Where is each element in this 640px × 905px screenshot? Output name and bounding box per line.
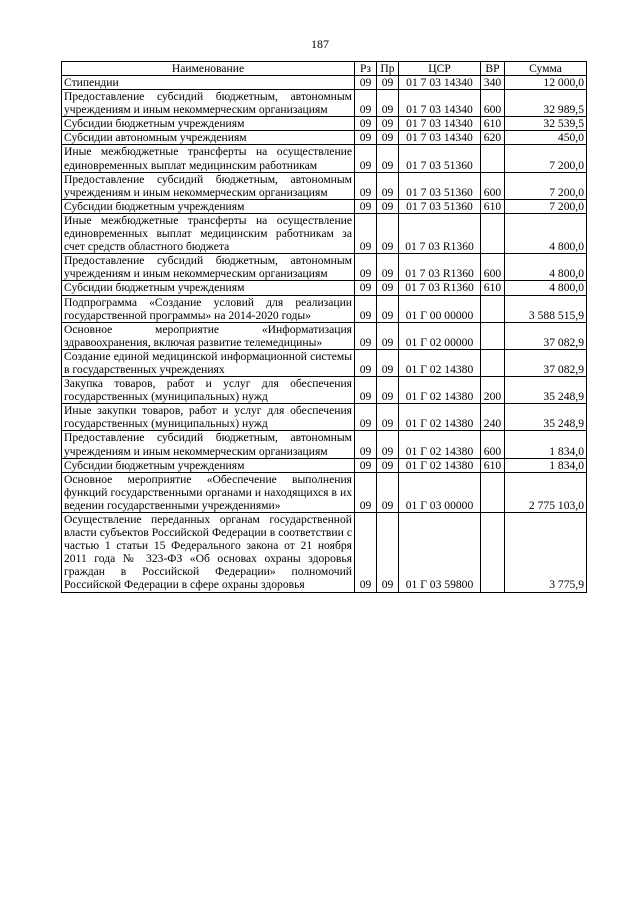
cell-rz: 09 bbox=[355, 349, 377, 376]
cell-sum: 450,0 bbox=[505, 131, 587, 145]
cell-vr bbox=[481, 295, 505, 322]
cell-csr: 01 7 03 14340 bbox=[399, 131, 481, 145]
cell-vr: 200 bbox=[481, 377, 505, 404]
cell-name: Создание единой медицинской информационной системы в государственных учреждениях bbox=[62, 349, 355, 376]
cell-name: Субсидии бюджетным учреждениям bbox=[62, 117, 355, 131]
table-row bbox=[62, 131, 587, 145]
cell-csr: 01 7 03 14340 bbox=[399, 76, 481, 90]
cell-name: Субсидии бюджетным учреждениям bbox=[62, 281, 355, 295]
cell-pr: 09 bbox=[377, 254, 399, 281]
table-row bbox=[62, 404, 587, 431]
cell-rz: 09 bbox=[355, 131, 377, 145]
cell-vr bbox=[481, 472, 505, 512]
table-row bbox=[62, 117, 587, 131]
cell-rz: 09 bbox=[355, 295, 377, 322]
cell-pr: 09 bbox=[377, 322, 399, 349]
cell-rz: 09 bbox=[355, 404, 377, 431]
cell-csr: 01 Г 02 14380 bbox=[399, 404, 481, 431]
cell-rz: 09 bbox=[355, 458, 377, 472]
cell-name: Закупка товаров, работ и услуг для обеспечения государственных (муниципальных) нужд bbox=[62, 377, 355, 404]
cell-vr: 610 bbox=[481, 458, 505, 472]
cell-sum: 7 200,0 bbox=[505, 172, 587, 199]
table-row bbox=[62, 213, 587, 253]
cell-name: Иные межбюджетные трансферты на осуществление единовременных выплат медицинским работникам за счет средств областного бюджета bbox=[62, 213, 355, 253]
cell-pr: 09 bbox=[377, 349, 399, 376]
cell-csr: 01 7 03 51360 bbox=[399, 199, 481, 213]
cell-csr: 01 Г 02 00000 bbox=[399, 322, 481, 349]
cell-name: Осуществление переданных органам государственной власти субъектов Российской Федерации в соответствии с частью 1 статьи 15 Федерального закона от 21 ноября 2011 года № 323-ФЗ «Об основах охраны здоровья граждан в Российской Федерации» полномочий Российской Федерации в сфере охраны здоровья bbox=[62, 513, 355, 593]
cell-sum: 4 800,0 bbox=[505, 213, 587, 253]
cell-sum: 37 082,9 bbox=[505, 322, 587, 349]
cell-sum: 37 082,9 bbox=[505, 349, 587, 376]
table-row bbox=[62, 458, 587, 472]
cell-name: Предоставление субсидий бюджетным, автономным учреждениям и иным некоммерческим организациям bbox=[62, 90, 355, 117]
table-row bbox=[62, 254, 587, 281]
cell-pr: 09 bbox=[377, 458, 399, 472]
cell-pr: 09 bbox=[377, 281, 399, 295]
cell-csr: 01 7 03 R1360 bbox=[399, 254, 481, 281]
cell-name: Основное мероприятие «Обеспечение выполнения функций государственными органами и находящихся в их ведении государственными учреждениями» bbox=[62, 472, 355, 512]
cell-rz: 09 bbox=[355, 145, 377, 172]
table-row bbox=[62, 513, 587, 593]
cell-csr: 01 Г 02 14380 bbox=[399, 377, 481, 404]
cell-pr: 09 bbox=[377, 295, 399, 322]
cell-vr bbox=[481, 322, 505, 349]
cell-rz: 09 bbox=[355, 117, 377, 131]
cell-vr: 600 bbox=[481, 90, 505, 117]
cell-vr: 600 bbox=[481, 254, 505, 281]
cell-pr: 09 bbox=[377, 213, 399, 253]
table-row bbox=[62, 431, 587, 458]
cell-sum: 35 248,9 bbox=[505, 404, 587, 431]
cell-vr: 600 bbox=[481, 172, 505, 199]
cell-vr: 600 bbox=[481, 431, 505, 458]
cell-pr: 09 bbox=[377, 404, 399, 431]
cell-vr bbox=[481, 513, 505, 593]
cell-rz: 09 bbox=[355, 199, 377, 213]
cell-pr: 09 bbox=[377, 76, 399, 90]
cell-rz: 09 bbox=[355, 172, 377, 199]
cell-pr: 09 bbox=[377, 172, 399, 199]
cell-sum: 32 539,5 bbox=[505, 117, 587, 131]
cell-csr: 01 7 03 14340 bbox=[399, 90, 481, 117]
table-row bbox=[62, 472, 587, 512]
cell-pr: 09 bbox=[377, 145, 399, 172]
table-row bbox=[62, 295, 587, 322]
cell-name: Предоставление субсидий бюджетным, автономным учреждениям и иным некоммерческим организациям bbox=[62, 254, 355, 281]
cell-rz: 09 bbox=[355, 76, 377, 90]
cell-pr: 09 bbox=[377, 431, 399, 458]
cell-pr: 09 bbox=[377, 377, 399, 404]
cell-sum: 3 588 515,9 bbox=[505, 295, 587, 322]
table-row bbox=[62, 145, 587, 172]
cell-rz: 09 bbox=[355, 377, 377, 404]
column-header-rz: Рз bbox=[355, 62, 377, 76]
cell-vr: 340 bbox=[481, 76, 505, 90]
cell-sum: 3 775,9 bbox=[505, 513, 587, 593]
cell-sum: 12 000,0 bbox=[505, 76, 587, 90]
cell-sum: 7 200,0 bbox=[505, 145, 587, 172]
cell-rz: 09 bbox=[355, 90, 377, 117]
cell-vr: 610 bbox=[481, 281, 505, 295]
cell-sum: 32 989,5 bbox=[505, 90, 587, 117]
table-row bbox=[62, 199, 587, 213]
cell-rz: 09 bbox=[355, 281, 377, 295]
cell-vr: 240 bbox=[481, 404, 505, 431]
page-number: 187 bbox=[311, 37, 329, 51]
cell-sum: 7 200,0 bbox=[505, 199, 587, 213]
cell-name: Субсидии автономным учреждениям bbox=[62, 131, 355, 145]
cell-name: Стипендии bbox=[62, 76, 355, 90]
cell-vr bbox=[481, 145, 505, 172]
column-header-vr: ВР bbox=[481, 62, 505, 76]
table-header-row bbox=[62, 62, 587, 76]
cell-csr: 01 Г 02 14380 bbox=[399, 458, 481, 472]
budget-table bbox=[61, 61, 587, 593]
cell-pr: 09 bbox=[377, 513, 399, 593]
table-row bbox=[62, 322, 587, 349]
table-row bbox=[62, 349, 587, 376]
cell-name: Предоставление субсидий бюджетным, автономным учреждениям и иным некоммерческим организациям bbox=[62, 172, 355, 199]
cell-name: Подпрограмма «Создание условий для реализации государственной программы» на 2014-2020 годы» bbox=[62, 295, 355, 322]
cell-rz: 09 bbox=[355, 513, 377, 593]
cell-sum: 4 800,0 bbox=[505, 254, 587, 281]
cell-vr: 610 bbox=[481, 117, 505, 131]
cell-csr: 01 Г 00 00000 bbox=[399, 295, 481, 322]
cell-sum: 4 800,0 bbox=[505, 281, 587, 295]
cell-sum: 1 834,0 bbox=[505, 431, 587, 458]
cell-rz: 09 bbox=[355, 322, 377, 349]
cell-rz: 09 bbox=[355, 213, 377, 253]
cell-pr: 09 bbox=[377, 117, 399, 131]
cell-csr: 01 Г 03 00000 bbox=[399, 472, 481, 512]
cell-pr: 09 bbox=[377, 199, 399, 213]
cell-csr: 01 Г 02 14380 bbox=[399, 349, 481, 376]
table-body bbox=[62, 76, 587, 593]
cell-vr bbox=[481, 213, 505, 253]
cell-name: Субсидии бюджетным учреждениям bbox=[62, 199, 355, 213]
column-header-pr: Пр bbox=[377, 62, 399, 76]
cell-name: Предоставление субсидий бюджетным, автономным учреждениям и иным некоммерческим организациям bbox=[62, 431, 355, 458]
column-header-name: Наименование bbox=[62, 62, 355, 76]
cell-pr: 09 bbox=[377, 131, 399, 145]
cell-pr: 09 bbox=[377, 90, 399, 117]
column-header-csr: ЦСР bbox=[399, 62, 481, 76]
cell-csr: 01 7 03 14340 bbox=[399, 117, 481, 131]
cell-name: Основное мероприятие «Информатизация здравоохранения, включая развитие телемедицины» bbox=[62, 322, 355, 349]
cell-csr: 01 7 03 R1360 bbox=[399, 213, 481, 253]
cell-name: Иные межбюджетные трансферты на осуществление единовременных выплат медицинским работникам bbox=[62, 145, 355, 172]
cell-vr: 610 bbox=[481, 199, 505, 213]
cell-name: Иные закупки товаров, работ и услуг для обеспечения государственных (муниципальных) нужд bbox=[62, 404, 355, 431]
cell-csr: 01 7 03 51360 bbox=[399, 145, 481, 172]
cell-sum: 1 834,0 bbox=[505, 458, 587, 472]
cell-csr: 01 7 03 R1360 bbox=[399, 281, 481, 295]
cell-csr: 01 Г 03 59800 bbox=[399, 513, 481, 593]
table-row bbox=[62, 172, 587, 199]
cell-vr bbox=[481, 349, 505, 376]
table-row bbox=[62, 281, 587, 295]
cell-sum: 35 248,9 bbox=[505, 377, 587, 404]
column-header-sum: Сумма bbox=[505, 62, 587, 76]
cell-pr: 09 bbox=[377, 472, 399, 512]
cell-csr: 01 Г 02 14380 bbox=[399, 431, 481, 458]
table-row bbox=[62, 377, 587, 404]
cell-rz: 09 bbox=[355, 472, 377, 512]
table-row bbox=[62, 90, 587, 117]
cell-vr: 620 bbox=[481, 131, 505, 145]
cell-name: Субсидии бюджетным учреждениям bbox=[62, 458, 355, 472]
cell-csr: 01 7 03 51360 bbox=[399, 172, 481, 199]
cell-rz: 09 bbox=[355, 254, 377, 281]
cell-sum: 2 775 103,0 bbox=[505, 472, 587, 512]
table-row bbox=[62, 76, 587, 90]
cell-rz: 09 bbox=[355, 431, 377, 458]
